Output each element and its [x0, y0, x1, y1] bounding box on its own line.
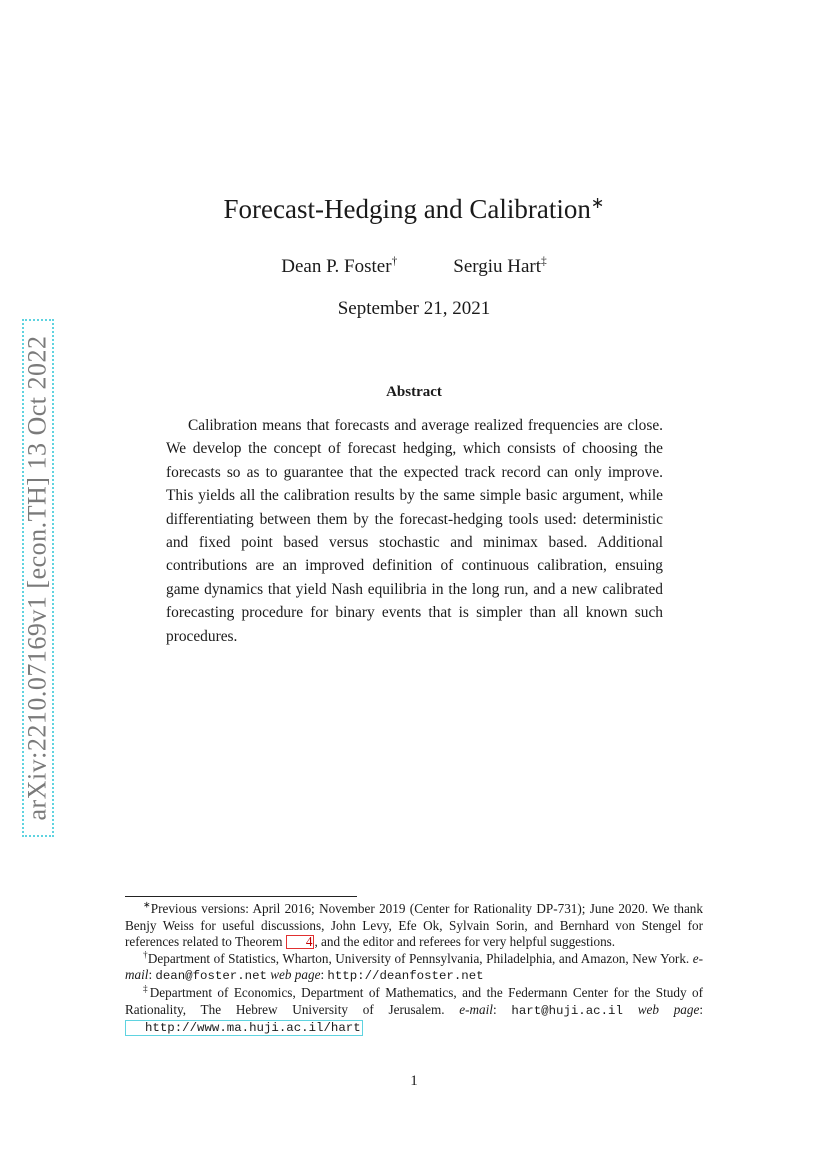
theorem-reference-link[interactable]: 4 [286, 935, 315, 949]
email-address: hart@huji.ac.il [511, 1003, 623, 1018]
footnote-text: Department of Economics, Department of Mathematics, and the Federmann Center for the Study of Rationality, The Hebrew University of Jerusalem. [125, 984, 703, 1017]
footnote-mark: ∗ [143, 899, 151, 910]
email-address: dean@foster.net [155, 969, 267, 984]
footnote-previous-versions [125, 901, 703, 951]
paper-title-text: Forecast-Hedging and Calibration [223, 194, 591, 224]
web-page-label: web page [637, 1001, 700, 1017]
author-footnote-mark: ‡ [541, 255, 547, 268]
footnote-mark: ‡ [143, 983, 150, 994]
footnote-text: , and the editor and referees for very helpful suggestions. [314, 934, 616, 950]
paper-title [0, 192, 828, 226]
footnote-mark: † [143, 949, 148, 960]
author-foster [281, 255, 397, 279]
author-name: Sergiu Hart [453, 256, 542, 277]
email-label: e-mail [125, 950, 703, 983]
author-hart [453, 255, 546, 279]
paper-date: September 21, 2021 [337, 298, 491, 319]
footnote-foster-affiliation: †Department of Statistics, Wharton, University of Pennsylvania, Philadelphia, and Amazon, New York. e-mail: dean@foster.net web page: http://deanfoster.net [125, 949, 703, 984]
web-page-label: web page [270, 967, 321, 983]
email-label: e-mail [459, 1001, 493, 1017]
footnotes [125, 901, 703, 1036]
abstract-text: Calibration means that forecasts and average realized frequencies are close. We develop the concept of forecast hedging, which consists of choosing the forecasts so as to guarantee that the expected track record can only improve. This yields all the calibration results by the same simple basic argument, while differentiating between them by the forecast-hedging tools used: deterministic and fixed point based versus stochastic and minimax based. Additional contributions are an improved definition of continuous calibration, ensuing game dynamics that yield Nash equilibria in the long run, and a new calibrated forecasting procedure for binary events that is simpler than all known such procedures. [166, 417, 663, 645]
footnote-rule [125, 896, 357, 897]
author-list [0, 255, 828, 279]
abstract-heading: Abstract [386, 384, 442, 400]
footnote-text: Department of Statistics, Wharton, University of Pennsylvania, Philadelphia, and Amazon, New York. [147, 950, 693, 966]
footnote-hart-affiliation: ‡Department of Economics, Department of Mathematics, and the Federmann Center for the Study of Rationality, The Hebrew University of Jerusalem. e-mail: hart@huji.ac.il web page: http://www.ma.huji.ac.il/hart [125, 983, 704, 1036]
footnote-text: Previous versions: April 2016; November 2019 (Center for Rationality DP-731); June 2020. We thank Benjy Weiss for useful discussions, John Levy, Efe Ok, Sylvain Sorin, and Bernhard von Stengel for references related to Theorem [125, 901, 703, 950]
author-footnote-mark: † [391, 255, 398, 268]
author-name: Dean P. Foster [281, 256, 392, 277]
web-page-link[interactable]: http://www.ma.huji.ac.il/hart [125, 1020, 363, 1036]
page-number: 1 [410, 1073, 418, 1089]
arxiv-identifier-text: arXiv:2210.07169v1 [econ.TH] 13 Oct 2022 [23, 335, 52, 821]
web-page-url: http://deanfoster.net [327, 969, 484, 984]
title-footnote-mark: ∗ [590, 194, 605, 212]
